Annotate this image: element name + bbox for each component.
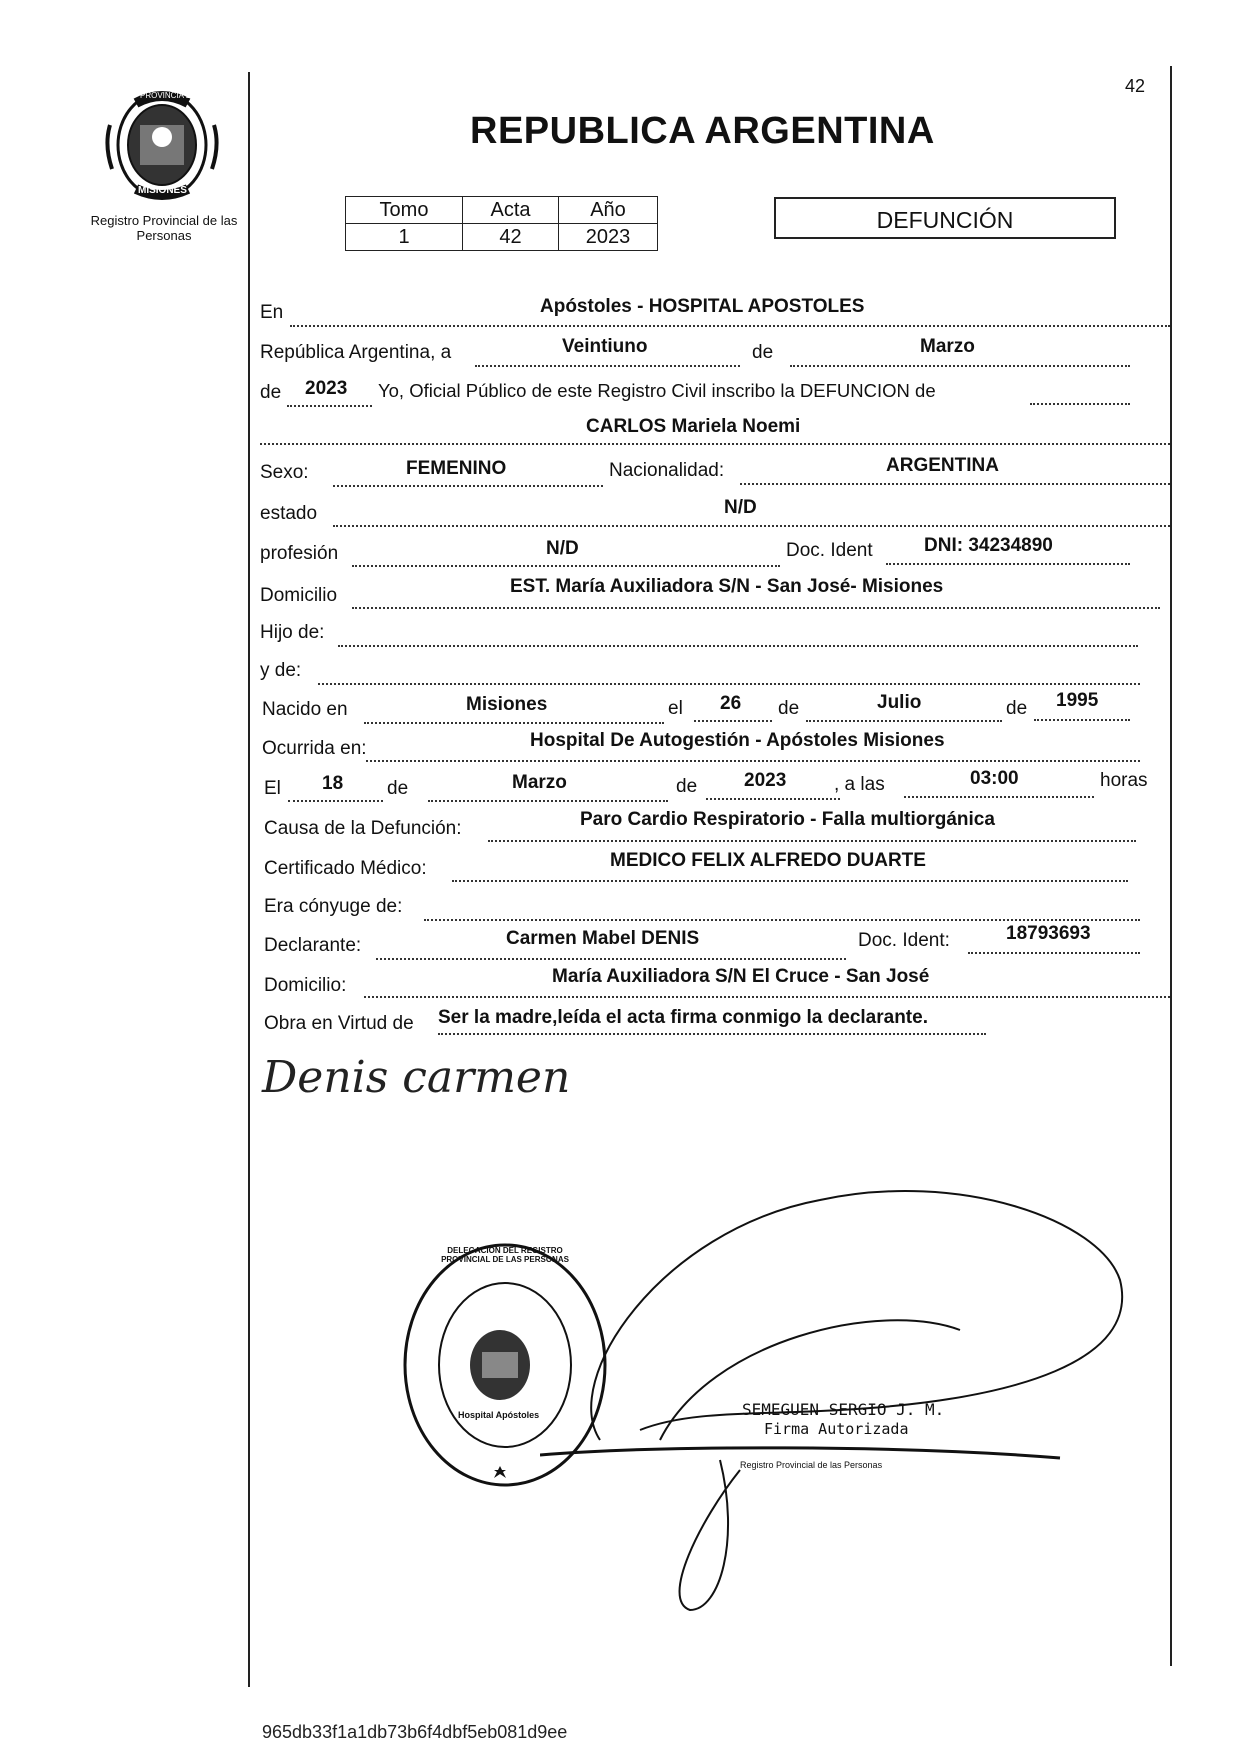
line-y-de bbox=[318, 683, 1140, 685]
line-obra bbox=[438, 1033, 986, 1035]
province-shield-logo bbox=[100, 85, 230, 205]
value-anio: 2023 bbox=[305, 378, 348, 399]
officer-signature-scribble bbox=[540, 1140, 1140, 1630]
label-ocurrida-en: Ocurrida en: bbox=[262, 738, 367, 759]
stamp-inner-text: Hospital Apóstoles bbox=[458, 1410, 540, 1420]
label-en: En bbox=[260, 302, 284, 323]
label-de-6: de bbox=[676, 776, 698, 797]
value-declarante-doc: 18793693 bbox=[1006, 923, 1091, 944]
label-obra: Obra en Virtud de bbox=[264, 1013, 414, 1034]
label-certificado: Certificado Médico: bbox=[264, 858, 427, 879]
anio-header: Año bbox=[559, 197, 658, 224]
line-mes bbox=[790, 365, 1130, 367]
line-conyuge bbox=[424, 919, 1140, 921]
label-hijo-de: Hijo de: bbox=[260, 622, 325, 643]
line-estado bbox=[333, 525, 1170, 527]
line-declarante bbox=[376, 958, 846, 960]
value-domicilio: EST. María Auxiliadora S/N - San José- Misiones bbox=[510, 576, 944, 597]
label-yo-oficial: Yo, Oficial Público de este Registro Civil inscribo la DEFUNCION de bbox=[378, 380, 936, 401]
line-causa bbox=[488, 840, 1136, 842]
value-hora: 03:00 bbox=[970, 768, 1019, 789]
label-domicilio: Domicilio bbox=[260, 585, 338, 606]
tomo-value: 1 bbox=[346, 224, 463, 251]
document-hash: 965db33f1a1db73b6f4dbf5eb081d9ee bbox=[262, 1722, 568, 1742]
line-nacido-anio bbox=[1034, 719, 1130, 721]
line-fallec-anio bbox=[706, 798, 840, 800]
line-nacionalidad bbox=[740, 483, 1170, 485]
value-lugar: Apóstoles - HOSPITAL APOSTOLES bbox=[540, 296, 865, 317]
line-dni bbox=[886, 563, 1130, 565]
page-number: 42 bbox=[1125, 76, 1146, 96]
value-declarante: Carmen Mabel DENIS bbox=[506, 928, 700, 949]
value-nacido-mes: Julio bbox=[877, 692, 922, 713]
left-margin-rule bbox=[248, 72, 250, 1687]
label-el-cap: El bbox=[264, 778, 281, 799]
page-title: REPUBLICA ARGENTINA bbox=[470, 110, 935, 152]
label-conyuge: Era cónyuge de: bbox=[264, 896, 403, 917]
line-domicilio bbox=[352, 607, 1160, 609]
label-de-4: de bbox=[1006, 698, 1028, 719]
label-sexo: Sexo: bbox=[260, 462, 309, 483]
value-estado: N/D bbox=[724, 497, 757, 518]
label-de-1: de bbox=[752, 342, 774, 363]
officer-org: Registro Provincial de las Personas bbox=[740, 1460, 883, 1470]
line-certificado bbox=[452, 880, 1128, 882]
line-nombre bbox=[260, 443, 1170, 445]
document-type-box: DEFUNCIÓN bbox=[774, 197, 1116, 239]
value-certificado: MEDICO FELIX ALFREDO DUARTE bbox=[610, 850, 926, 871]
officer-name: SEMEGUEN SERGIO J. M. bbox=[742, 1400, 945, 1419]
value-dia-letras: Veintiuno bbox=[562, 336, 648, 357]
value-declarante-domicilio: María Auxiliadora S/N El Cruce - San José bbox=[552, 966, 930, 987]
line-hora bbox=[904, 796, 1094, 798]
line-sexo bbox=[333, 485, 603, 487]
record-table bbox=[345, 196, 658, 251]
label-nacionalidad: Nacionalidad: bbox=[609, 460, 725, 481]
label-domicilio-2: Domicilio: bbox=[264, 975, 347, 996]
line-en bbox=[290, 325, 1170, 327]
value-dni: DNI: 34234890 bbox=[924, 535, 1053, 556]
line-dia bbox=[475, 365, 740, 367]
line-nacido-lugar bbox=[364, 722, 664, 724]
declarant-signature: Denis carmen bbox=[262, 1052, 571, 1103]
line-hijo-de bbox=[338, 645, 1138, 647]
label-declarante: Declarante: bbox=[264, 935, 362, 956]
value-nacido-lugar: Misiones bbox=[466, 694, 548, 715]
label-republica: República Argentina, a bbox=[260, 342, 452, 363]
registry-label: Registro Provincial de las Personas bbox=[90, 213, 238, 243]
label-doc-ident: Doc. Ident bbox=[786, 540, 873, 561]
line-fallec-dia bbox=[288, 800, 383, 802]
line-nacido-dia bbox=[694, 720, 772, 722]
label-estado: estado bbox=[260, 503, 318, 524]
label-a-las: , a las bbox=[834, 774, 885, 795]
logo-bottom-text: MISIONES bbox=[138, 185, 187, 196]
acta-value: 42 bbox=[463, 224, 559, 251]
officer-title: Firma Autorizada bbox=[764, 1420, 909, 1438]
value-nacionalidad: ARGENTINA bbox=[886, 455, 999, 476]
value-fallec-mes: Marzo bbox=[512, 772, 567, 793]
value-nacido-dia: 26 bbox=[720, 693, 742, 714]
label-profesion: profesión bbox=[260, 543, 339, 564]
right-margin-rule bbox=[1170, 66, 1172, 1666]
label-doc-ident-2: Doc. Ident: bbox=[858, 930, 950, 951]
line-anio bbox=[287, 405, 372, 407]
anio-value: 2023 bbox=[559, 224, 658, 251]
line-fallec-mes bbox=[428, 800, 668, 802]
value-nombre: CARLOS Mariela Noemi bbox=[586, 416, 801, 437]
line-declarante-doc bbox=[968, 952, 1140, 954]
value-ocurrida: Hospital De Autogestión - Apóstoles Misiones bbox=[530, 730, 945, 751]
line-ocurrida bbox=[366, 760, 1140, 762]
label-de-5: de bbox=[387, 778, 409, 799]
line-nacido-mes bbox=[806, 720, 1002, 722]
label-de-3: de bbox=[778, 698, 800, 719]
value-sexo: FEMENINO bbox=[406, 458, 507, 479]
label-el: el bbox=[668, 698, 683, 719]
value-fallec-anio: 2023 bbox=[744, 770, 787, 791]
acta-header: Acta bbox=[463, 197, 559, 224]
line-profesion bbox=[352, 565, 780, 567]
value-causa: Paro Cardio Respiratorio - Falla multiorgánica bbox=[580, 809, 995, 830]
label-causa: Causa de la Defunción: bbox=[264, 818, 462, 839]
value-mes: Marzo bbox=[920, 336, 975, 357]
logo-top-text: PROVINCIA DE bbox=[140, 91, 197, 100]
delegation-stamp bbox=[400, 1240, 610, 1490]
value-fallec-dia: 18 bbox=[322, 773, 344, 794]
stamp-outer-text: DELEGACION DEL REGISTRO PROVINCIAL DE LAS PERSONAS bbox=[441, 1246, 569, 1264]
label-nacido-en: Nacido en bbox=[262, 699, 348, 720]
value-obra: Ser la madre,leída el acta firma conmigo la declarante. bbox=[438, 1007, 928, 1028]
line-domicilio-2 bbox=[364, 996, 1170, 998]
label-horas: horas bbox=[1100, 770, 1148, 791]
label-de-2: de bbox=[260, 382, 282, 403]
tomo-header: Tomo bbox=[346, 197, 463, 224]
value-profesion: N/D bbox=[546, 538, 579, 559]
line-after-oficial bbox=[1030, 403, 1130, 405]
value-nacido-anio: 1995 bbox=[1056, 690, 1099, 711]
label-y-de: y de: bbox=[260, 660, 302, 681]
